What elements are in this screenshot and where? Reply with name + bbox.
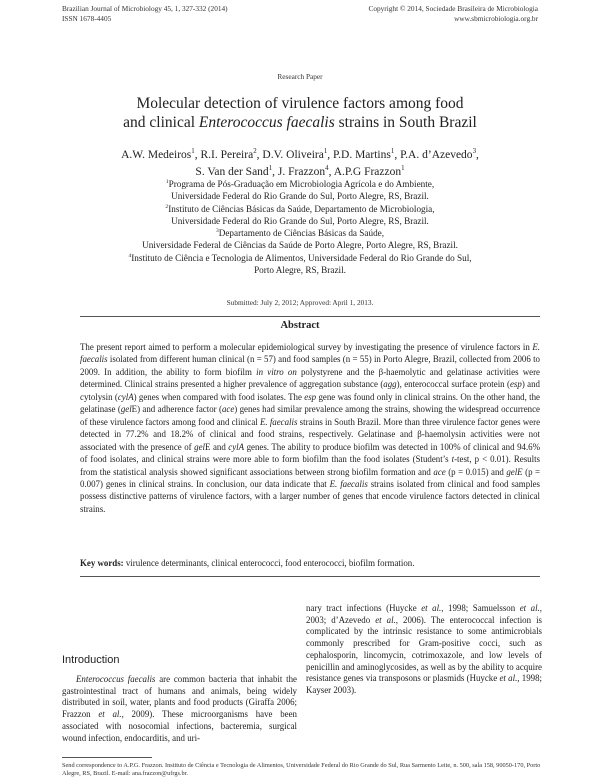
italic-text: et al. [421, 603, 442, 613]
affiliation-line [70, 227, 530, 239]
article-title [60, 94, 540, 132]
author-list [60, 147, 540, 181]
text-segment: nary tract infections (Huycke [306, 603, 422, 613]
italic-text: ace [433, 466, 446, 477]
text-segment: Universidade Federal do Rio Grande do Sul, Porto Alegre, RS, Brazil. [171, 215, 429, 226]
text-segment: Instituto de Ciência e Tecnologia de Alimentos, Universidade Federal do Rio Grande do Sul, [131, 252, 472, 263]
text-segment: isolated from different human clinical (n = 57) and food samples (n = 55) in Porto Alegre, Brazil, collected from 2006 to 2009. In addition, the ability to form biofilm [80, 354, 540, 377]
text-segment: ) genes when compared with food isolates. The [133, 391, 305, 402]
website-link[interactable]: www.sbmicrobiologia.org.br [454, 14, 538, 23]
text-segment: , A.P.G Frazzon [328, 166, 402, 178]
italic-text: esp [509, 379, 522, 390]
superscript-marker: 2 [253, 148, 257, 156]
copyright: Copyright © 2014, Sociedade Brasileira de Microbiologia [368, 4, 538, 13]
italic-text: gelE [506, 466, 523, 477]
text-segment: Porto Alegre, RS, Brazil. [254, 265, 346, 276]
superscript-marker: 1 [165, 178, 169, 185]
text-segment: polystyrene and the β-haemolytic and gelatinase activities were determined. Clinical strains presented a higher prevalence of aggregation substance ( [80, 366, 540, 390]
superscript-marker: 1 [268, 165, 273, 173]
text-segment: E and [205, 441, 229, 452]
journal-name: Brazilian Journal of Microbiology 45, 1, 327-332 (2014) [62, 4, 228, 13]
text-segment: strains isolated from clinical and food samples possess distinctive patterns of virulence factors, with a larger number of genes that encode virulence factors detected in clinical strains. [80, 478, 540, 514]
title-line-2 [60, 113, 540, 132]
copyright-block [369, 4, 539, 24]
text-segment: Universidade Federal do Rio Grande do Sul, Porto Alegre, RS, Brazil. [171, 191, 429, 202]
italic-text: t [451, 454, 455, 465]
text-segment: strains in South Brazil [334, 114, 477, 131]
superscript-marker: 2 [165, 203, 169, 210]
footnote-rule [62, 757, 152, 758]
superscript-marker: 1 [390, 148, 395, 156]
text-segment: strains in South Brazil. More than three virulence factor genes were detected in 77.2% and 18.2% of clinical and food strains, respectively. Gelatinase and β-haemolysin activities were not associated with the presence of [80, 416, 541, 452]
text-segment: , D.V. Oliveira [256, 149, 324, 161]
keywords-text: virulence determinants, clinical enterococci, food enterococci, biofilm formation. [125, 558, 415, 568]
text-segment: are common bacteria that inhabit the gastrointestinal tract of humans and animals, being widely distributed in soil, water, plants and food products (Giraffa 2006; Frazzon [62, 674, 297, 720]
text-segment: A.W. Medeiros [121, 149, 192, 161]
italic-text: ace [221, 404, 235, 415]
authors-line-1 [60, 147, 540, 164]
text-segment: , P.A. d’Azevedo [394, 149, 473, 161]
italic-text: E. faecalis [329, 478, 368, 489]
affiliation-line [70, 190, 530, 202]
introduction-heading: Introduction [62, 654, 120, 666]
text-segment: Programa de Pós-Graduação em Microbiologia Agrícola e do Ambiente, [168, 179, 435, 189]
superscript-marker: 4 [325, 165, 329, 173]
text-segment: (p = 0.007) genes in clinical strains. In conclusion, our data indicate that [80, 466, 541, 489]
italic-text: esp [304, 391, 317, 402]
text-segment: and clinical [123, 114, 199, 131]
text-segment: , 1998; Kayser 2003). [306, 673, 543, 695]
italic-text: E. faecalis [80, 342, 540, 365]
italic-text: et al. [499, 673, 518, 684]
text-segment: Universidade Federal de Ciências da Saúde de Porto Alegre, Porto Alegre, RS, Brazil. [142, 240, 458, 251]
text-segment: ) and cytolysin ( [80, 379, 540, 402]
italic-text: agg [383, 379, 397, 390]
keywords [80, 557, 540, 569]
text-segment: E) and adherence factor ( [131, 404, 222, 415]
italic-text: cylA [117, 391, 134, 402]
italic-text: et al. [98, 709, 122, 720]
italic-text: Enterococcus faecalis [198, 114, 335, 131]
title-line-1: Molecular detection of virulence factors among food [136, 95, 464, 112]
affiliation-line [70, 264, 530, 276]
text-segment: Instituto de Ciências Básicas da Saúde, Departamento de Microbiologia, [168, 203, 435, 214]
introduction-right-column [306, 603, 542, 697]
text-segment: , 1998; Samuelsson [441, 603, 520, 613]
affiliation-line [70, 178, 530, 190]
text-segment: S. Van der Sand [195, 166, 269, 178]
affiliation-line [70, 252, 530, 264]
italic-text: cylA [228, 441, 245, 452]
correspondence-footnote: Send correspondence to A.P.G. Frazzon. Instituto de Ciência e Tecnologia de Alimentos, Universidade Federal do Rio Grande do Sul, Rua Sarmento Leite, n. 500, sala 158, 90050-170, Porto Alegre, RS, Brazil. E-mail: ana.frazzon@ufrgs.br. [62, 762, 541, 777]
superscript-marker: 3 [472, 148, 477, 156]
superscript-marker: 1 [191, 148, 195, 156]
text-segment: gene was found only in clinical strains. On the other hand, the gelatinase ( [80, 391, 540, 415]
abstract-bottom-rule [80, 576, 540, 577]
italic-text: gel [194, 441, 205, 452]
text-segment: ), enterococcal surface protein ( [396, 379, 510, 390]
italic-text: E. faecalis [259, 416, 298, 427]
text-segment: , 2006). The enterococcal infection is complicated by the intrinsic resistance to some antimicrobials commonly prescribed for Gram-positive cocci, such as cephalosporin, lincomycin, cotrimoxazole, and low levels of penicillin and aminoglycosides, as well as by the ability to acquire resistance genes via transposons or plasmids (Huycke [306, 614, 543, 684]
text-segment: Departamento de Ciências Básicas da Saúde, [218, 228, 385, 239]
affiliation-line [70, 203, 530, 215]
abstract-body [80, 341, 540, 515]
text-segment: , 2009). These microorganisms have been associated with nosocomial infections, bacteremia, surgical wound infection, endocarditis, and uri- [62, 709, 297, 743]
text-segment: (p = 0.015) and [445, 466, 507, 477]
superscript-marker: 1 [401, 165, 405, 173]
keywords-label: Key words: [80, 558, 124, 568]
text-segment: , [476, 149, 479, 161]
abstract-top-rule [80, 316, 540, 317]
issn: ISSN 1678-4405 [62, 14, 112, 23]
text-segment: , 2003; d’Azevedo [306, 603, 542, 625]
italic-text: in vitro on [256, 366, 297, 377]
text-segment: The present report aimed to perform a molecular epidemiological survey by investigating the presence of virulence factors in [80, 342, 533, 352]
affiliations [70, 178, 530, 276]
journal-citation [62, 4, 228, 24]
submission-dates: Submitted: July 2, 2012; Approved: April 1, 2013. [226, 298, 374, 307]
text-segment: , J. Frazzon [272, 166, 326, 178]
text-segment: , P.D. Martins [327, 149, 391, 161]
text-segment: genes. The ability to produce biofilm was detected in 100% of clinical and 94.6% of food isolates, and clinical strains were more able to form biofilm than the food isolates (Student’s [80, 441, 540, 465]
italic-text: et al. [519, 603, 540, 613]
superscript-marker: 1 [323, 148, 328, 156]
text-segment: , R.I. Pereira [194, 149, 254, 161]
text-segment: ) genes had similar prevalence among the strains, showing the widespread occurrence of these virulence factors among food and clinical [80, 404, 540, 427]
italic-text: et al. [375, 614, 396, 625]
superscript-marker: 3 [215, 228, 219, 235]
text-segment: -test, p < 0.01). Results from the statistical analysis showed significant associations between strong biofilm formation and [80, 454, 540, 477]
italic-text: Enterococcus faecalis [76, 674, 156, 684]
article-type: Research Paper [277, 72, 323, 81]
superscript-marker: 4 [128, 252, 132, 259]
introduction-left-column [62, 674, 297, 744]
affiliation-line [70, 239, 530, 251]
italic-text: gel [120, 404, 132, 415]
affiliation-line [70, 215, 530, 227]
abstract-heading: Abstract [280, 320, 320, 331]
